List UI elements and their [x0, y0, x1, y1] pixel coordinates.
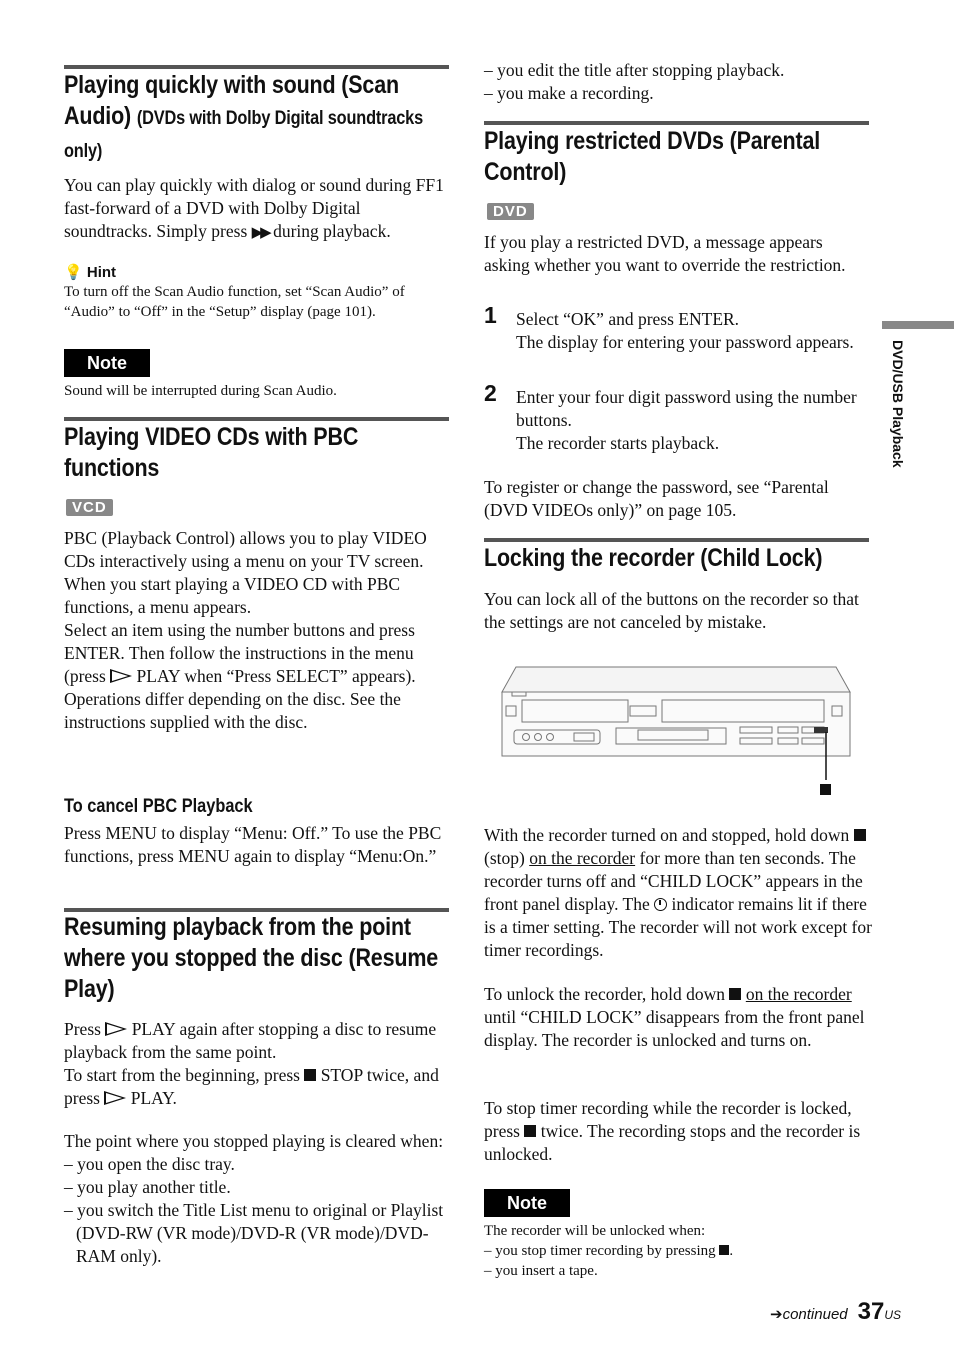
- section-rule: [64, 65, 449, 69]
- heading-sub: (DVDs with Dolby Digital soundtracks only): [64, 108, 423, 162]
- heading-main: Playing quickly with sound (Scan Audio): [64, 71, 399, 130]
- body-text: You can play quickly with dialog or sound during FF1 fast-forward of a DVD with Dolby Digital soundtracks. Simply press: [64, 175, 444, 241]
- vcd-badge: VCD: [66, 499, 113, 516]
- resume-body: [64, 1018, 449, 1268]
- step-line: The display for entering your password appears.: [516, 332, 854, 352]
- stop-icon: [820, 784, 831, 795]
- list-item: – you play another title.: [64, 1177, 231, 1197]
- note-line: – you insert a tape.: [484, 1263, 598, 1279]
- page-number: 37: [857, 1298, 885, 1325]
- note-line: The recorder will be unlocked when:: [484, 1223, 706, 1239]
- list-item: – you switch the Title List menu to original or Playlist (DVD-RW (VR mode)/DVD-R (VR mode)/DVD-RAM only).: [64, 1200, 444, 1266]
- cancel-pbc-heading: To cancel PBC Playback: [64, 796, 253, 817]
- paragraph: Operations differ depending on the disc. See the instructions supplied with the disc.: [64, 689, 401, 732]
- paragraph: When you start playing a VIDEO CD with PBC functions, a menu appears.: [64, 574, 401, 617]
- list-item: – you open the disc tray.: [64, 1154, 235, 1174]
- stop-icon: [524, 1125, 536, 1137]
- childlock-p2: [484, 983, 869, 1052]
- text: Select an item using the number buttons and press ENTER. Then follow the instructions in the menu (press: [64, 620, 415, 686]
- page-suffix: US: [884, 1308, 902, 1322]
- note-label: Note: [64, 349, 150, 377]
- parental-heading: Playing restricted DVDs (Parental Control): [484, 127, 821, 186]
- text: PLAY.: [130, 1088, 177, 1108]
- text: on the recorder: [529, 848, 636, 868]
- cancel-pbc-text: Press MENU to display “Menu: Off.” To use the PBC functions, press MENU again to display “Menu:On.”: [64, 823, 442, 866]
- footer: [770, 1298, 930, 1326]
- hint-text: To turn off the Scan Audio function, set “Scan Audio” of “Audio” to “Off” in the “Setup” display (page 101).: [64, 284, 405, 320]
- play-icon: [105, 1022, 127, 1036]
- childlock-p3: [484, 1097, 869, 1166]
- note-label: Note: [484, 1189, 570, 1217]
- dvd-badge: DVD: [487, 203, 534, 220]
- step-number: 2: [484, 380, 497, 406]
- step-line: Select “OK” and press ENTER.: [516, 309, 740, 329]
- sidebar-label: DVD/USB Playback: [890, 340, 906, 468]
- text: (stop): [484, 848, 525, 868]
- step-text: [516, 308, 866, 354]
- arrow-right-icon: ➔: [770, 1305, 783, 1323]
- section-rule: [64, 417, 449, 421]
- paragraph: [64, 1064, 449, 1110]
- stop-icon: [719, 1245, 729, 1255]
- step-number: 1: [484, 302, 497, 328]
- play-icon: [110, 669, 132, 683]
- pbc-heading: Playing VIDEO CDs with PBC functions: [64, 423, 359, 482]
- step-line: The recorder starts playback.: [516, 433, 720, 453]
- note-line: – you stop timer recording by pressing .: [484, 1243, 734, 1259]
- text: PLAY when “Press SELECT” appears).: [136, 666, 416, 686]
- paragraph: PBC (Playback Control) allows you to play VIDEO CDs interactively using a menu on your TV screen.: [64, 528, 427, 571]
- text: Press: [64, 1019, 101, 1039]
- resume-list-continued: [484, 59, 869, 105]
- fast-forward-icon: ▶▶: [251, 225, 269, 241]
- parental-outro: To register or change the password, see “Parental (DVD VIDEOs only)” on page 105.: [484, 477, 829, 520]
- continued-label: continued: [782, 1306, 848, 1323]
- recorder-illustration: [498, 662, 854, 802]
- hint-label: Hint: [86, 264, 117, 281]
- scan-audio-heading: [64, 70, 451, 167]
- text: With the recorder turned on and stopped, hold down: [484, 825, 850, 845]
- childlock-note-text: [484, 1221, 869, 1281]
- paragraph: [64, 619, 449, 688]
- text: To unlock the recorder, hold down: [484, 984, 726, 1004]
- pbc-body: [64, 527, 449, 734]
- note-text: Sound will be interrupted during Scan Audio.: [64, 383, 337, 399]
- childlock-p1: [484, 824, 874, 962]
- text: STOP twice, and press: [64, 1065, 439, 1108]
- text: twice. The recording stops and the recorder is unlocked.: [484, 1121, 861, 1164]
- stop-icon: [304, 1069, 316, 1081]
- text: PLAY again after stopping a disc to resume playback from the same point.: [64, 1019, 437, 1062]
- text: To stop timer recording while the recorder is locked, press: [484, 1098, 852, 1141]
- resume-heading: Resuming playback from the point where you stopped the disc (Resume Play): [64, 913, 439, 1003]
- text: indicator remains lit if there is a timer setting. The recorder will not work except for timer recordings.: [484, 894, 872, 960]
- list-item: – you make a recording.: [484, 83, 654, 103]
- timer-clock-icon: [654, 898, 667, 911]
- text: on the recorder: [745, 984, 852, 1004]
- body-text: during playback.: [273, 221, 391, 241]
- text: for more than ten seconds. The recorder turns off and “CHILD LOCK” appears in the front panel display. The: [484, 848, 863, 914]
- childlock-heading: Locking the recorder (Child Lock): [484, 544, 823, 572]
- play-icon: [104, 1091, 126, 1105]
- parental-intro: If you play a restricted DVD, a message appears asking whether you want to override the restriction.: [484, 232, 846, 275]
- paragraph: The point where you stopped playing is cleared when:: [64, 1131, 444, 1151]
- step-text: [516, 386, 866, 455]
- text: – you stop timer recording by pressing: [484, 1243, 716, 1259]
- sidebar-tab-bar: [882, 321, 954, 329]
- hint-block: [64, 263, 449, 322]
- childlock-intro: You can lock all of the buttons on the recorder so that the settings are not canceled by mistake.: [484, 589, 859, 632]
- scan-audio-body: [64, 174, 449, 245]
- hint-heading: [64, 263, 449, 281]
- stop-icon: [854, 829, 866, 841]
- list-item: – you edit the title after stopping playback.: [484, 60, 785, 80]
- section-rule: [484, 538, 869, 542]
- step-line: Enter your four digit password using the number buttons.: [516, 387, 857, 430]
- text: until “CHILD LOCK” disappears from the front panel display. The recorder is unlocked and turns on.: [484, 1007, 865, 1050]
- paragraph: [64, 1018, 449, 1064]
- lightbulb-icon: 💡: [64, 264, 83, 281]
- text: To start from the beginning, press: [64, 1065, 300, 1085]
- section-rule: [484, 121, 869, 125]
- stop-icon: [729, 988, 741, 1000]
